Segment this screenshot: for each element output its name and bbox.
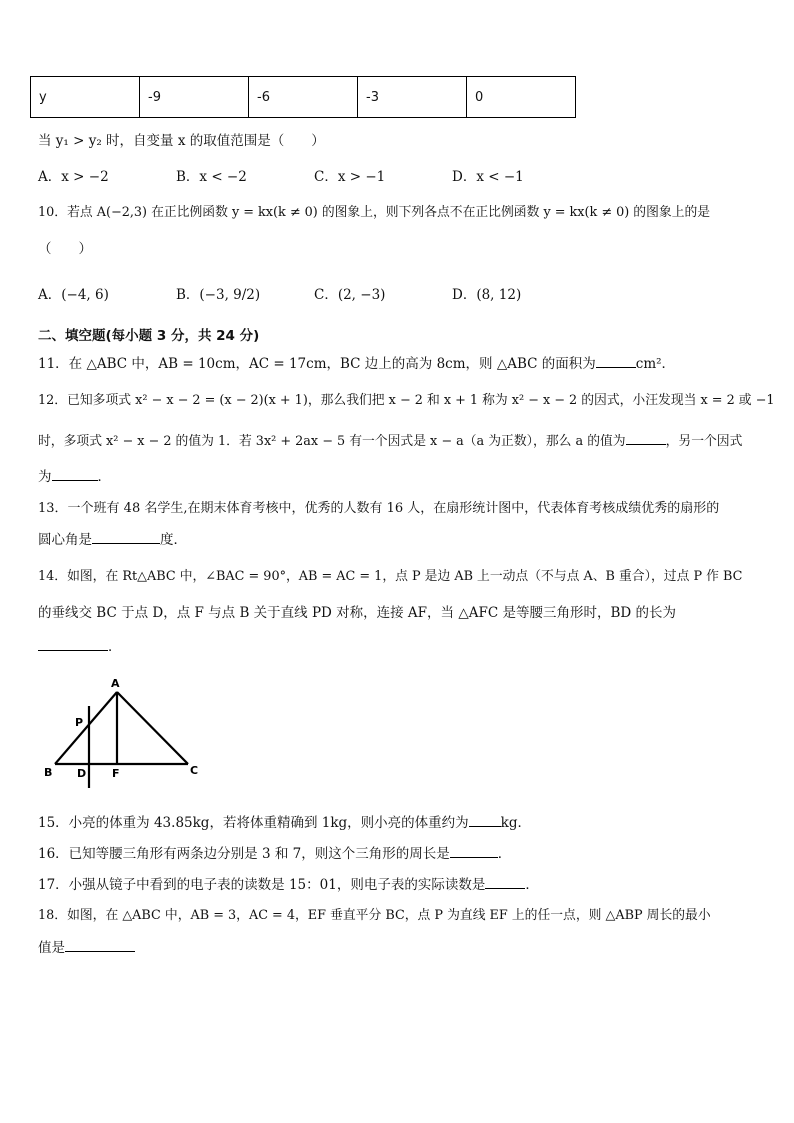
label-f: F	[112, 767, 120, 780]
q10-paren: （ ）	[38, 241, 92, 257]
q9-option-b: B．x < −2	[176, 169, 247, 185]
q17-end: ．	[525, 877, 539, 893]
side-ab	[55, 692, 117, 764]
q9-option-d: D．x < −1	[452, 169, 524, 185]
q14-line3	[38, 638, 122, 656]
q15	[38, 814, 531, 832]
q15-text: 15．小亮的体重为 43.85kg，若将体重精确到 1kg，则小亮的体重约为	[38, 815, 469, 831]
q14-line3-tail: ．	[108, 639, 122, 655]
table-cell: -9	[140, 77, 249, 118]
q17	[38, 876, 539, 894]
q18-line1: 18．如图，在 △ABC 中，AB = 3，AC = 4，EF 垂直平分 BC，点 P 为直线 EF 上的任一点，则 △ABP 周长的最小	[38, 908, 711, 923]
table-cell: 0	[467, 77, 576, 118]
q12-line1: 12．已知多项式 x² − x − 2 = (x − 2)(x + 1)，那么我们把 x − 2 和 x + 1 称为 x² − x − 2 的因式，小汪发现当 x = 2 或 −1	[38, 393, 775, 408]
q11	[38, 355, 675, 373]
table-cell: -3	[358, 77, 467, 118]
q11-unit: cm²．	[635, 356, 676, 372]
label-a: A	[111, 677, 120, 690]
answer-blank	[485, 876, 525, 889]
q10-option-c: C．(2, −3)	[314, 287, 386, 303]
table-cell: y	[31, 77, 140, 118]
q11-text: 11．在 △ABC 中，AB = 10cm，AC = 17cm，BC 边上的高为 8cm，则 △ABC 的面积为	[38, 356, 596, 372]
q12-line3-tail: ．	[97, 469, 111, 485]
q9-stem: 当 y₁ > y₂ 时，自变量 x 的取值范围是（ ）	[38, 133, 325, 149]
label-c: C	[190, 764, 199, 777]
q17-text: 17．小强从镜子中看到的电子表的读数是 15：01，则电子表的实际读数是	[38, 877, 486, 893]
answer-blank	[596, 355, 636, 368]
q9-option-a: A．x > −2	[38, 169, 109, 185]
q10-option-d: D．(8, 12)	[452, 287, 522, 303]
answer-blank	[626, 432, 666, 445]
answer-blank	[52, 468, 98, 481]
side-ac	[117, 692, 188, 764]
table-row	[31, 77, 576, 118]
triangle-figure	[38, 672, 208, 792]
q16-text: 16．已知等腰三角形有两条边分别是 3 和 7，则这个三角形的周长是	[38, 846, 450, 862]
answer-blank	[65, 939, 135, 952]
label-p: P	[75, 716, 84, 729]
q12-line3	[38, 468, 111, 486]
answer-blank	[92, 531, 160, 544]
section-heading: 二、填空题(每小题 3 分，共 24 分)	[38, 328, 260, 344]
table-cell: -6	[249, 77, 358, 118]
label-b: B	[44, 766, 53, 779]
value-table	[30, 76, 576, 118]
q16	[38, 845, 511, 863]
q12-line2	[38, 432, 742, 451]
answer-blank	[38, 638, 108, 651]
answer-blank	[450, 845, 498, 858]
q15-unit: kg．	[500, 815, 531, 831]
q10-option-b: B．(−3, 9/2)	[176, 287, 261, 303]
q10-stem: 10．若点 A(−2,3) 在正比例函数 y = kx(k ≠ 0) 的图象上，则下列各点不在正比例函数 y = kx(k ≠ 0) 的图象上的是	[38, 205, 711, 220]
q10-option-a: A．(−4, 6)	[38, 287, 109, 303]
q12-line2-text: 时，多项式 x² − x − 2 的值为 1．若 3x² + 2ax − 5 有一个因式是 x − a（a 为正数），那么 a 的值为	[38, 434, 626, 449]
answer-blank	[469, 814, 501, 827]
q13-line2-tail: 度．	[160, 532, 187, 548]
q18-line2	[38, 939, 135, 957]
q16-end: ．	[497, 846, 512, 862]
label-d: D	[77, 767, 87, 780]
q12-line2-tail: ，另一个因式	[665, 434, 743, 449]
q13-line1: 13．一个班有 48 名学生,在期末体育考核中，优秀的人数有 16 人，在扇形统计图中，代表体育考核成绩优秀的扇形的	[38, 501, 720, 516]
q14-line1: 14．如图，在 Rt△ABC 中，∠BAC = 90°，AB = AC = 1，点 P 是边 AB 上一动点（不与点 A、B 重合），过点 P 作 BC	[38, 569, 743, 584]
q9-option-c: C．x > −1	[314, 169, 386, 185]
q18-line2-text: 值是	[38, 940, 65, 956]
q14-line2: 的垂线交 BC 于点 D，点 F 与点 B 关于直线 PD 对称，连接 AF，当 △AFC 是等腰三角形时，BD 的长为	[38, 605, 676, 621]
q12-line3-text: 为	[38, 469, 52, 485]
q13-line2	[38, 531, 187, 549]
q13-line2-text: 圆心角是	[38, 532, 92, 548]
